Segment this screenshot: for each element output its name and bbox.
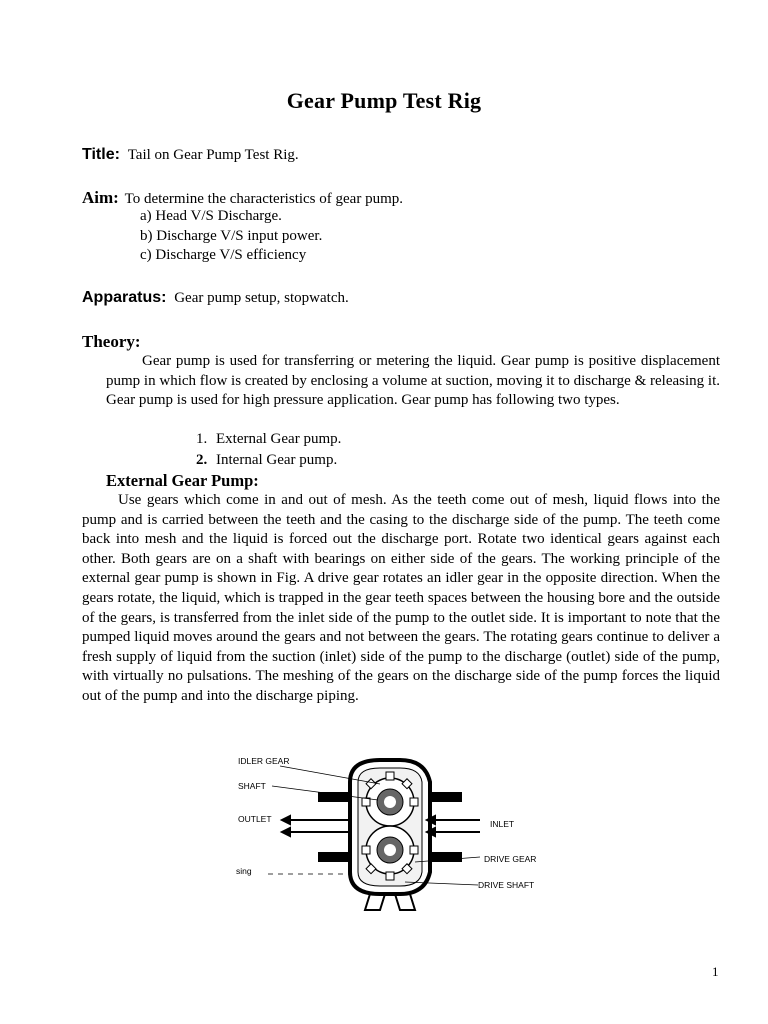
label-casing: sing [236,866,252,876]
label-inlet: INLET [490,819,515,829]
type-item: 1. External Gear pump. [196,431,342,447]
aim-item: c) Discharge V/S efficiency [140,247,307,263]
title-text: Tail on Gear Pump Test Rig. [127,147,299,163]
outlet-flange-top [318,792,350,802]
apparatus-text: Gear pump setup, stopwatch. [174,290,349,306]
external-heading: External Gear Pump: [106,471,259,490]
label-drive-shaft: DRIVE SHAFT [478,880,535,890]
aim-text: To determine the characteristics of gear pump. [124,191,403,207]
inlet-flange-top [430,792,462,802]
outlet-flange-bottom [318,852,350,862]
label-idler-gear: IDLER GEAR [238,756,290,766]
aim-label: Aim: [82,188,119,207]
apparatus-line [82,288,349,309]
page-number: 1 [712,964,719,979]
apparatus-label: Apparatus: [82,289,167,306]
page-title: Gear Pump Test Rig [286,88,482,113]
theory-paragraph: Gear pump is used for transferring or metering the liquid. Gear pump is positive displacement pump in which flow is created by enclosing a volume at suction, moving it to discharge & releasing it. Gear pump is used for high pressure application. Gear pump has following two types. [106,353,720,409]
label-outlet: OUTLET [238,814,272,824]
type-item: 2. Internal Gear pump. [196,452,338,468]
gear-pump-diagram [230,752,590,912]
aim-item: a) Head V/S Discharge. [140,208,282,224]
label-shaft: SHAFT [238,781,266,791]
title-line [82,145,299,166]
label-drive-gear: DRIVE GEAR [484,854,537,864]
theory-heading: Theory: [82,332,141,351]
pump-base [365,894,415,910]
aim-item: b) Discharge V/S input power. [140,228,323,244]
external-paragraph: Use gears which come in and out of mesh. As the teeth come out of mesh, liquid flows into the pump and is carried between the teeth and the casing to the discharge side of the pump. The teeth come back into mesh and the liquid is forced out the discharge port. Rotate two identical gears against each other. Both gears are on a shaft with bearings on either side of the gears. The working principle of the external gear pump is shown in Fig. A drive gear rotates an idler gear in the opposite direction. When the gears rotate, the liquid, which is trapped in the gear teeth spaces between the housing bore and the outside of the gears, is transferred from the inlet side of the pump to the outlet side. It is important to note that the pumped liquid moves around the gears and not between the gears. The rotating gears continue to deliver a fresh supply of liquid from the suction (inlet) side of the pump to the discharge (outlet) side of the pump, with virtually no pulsations. The meshing of the gears on the discharge side of the pump forces the liquid out of the pump and into the discharge piping. [82,492,720,704]
title-label: Title: [82,146,120,163]
